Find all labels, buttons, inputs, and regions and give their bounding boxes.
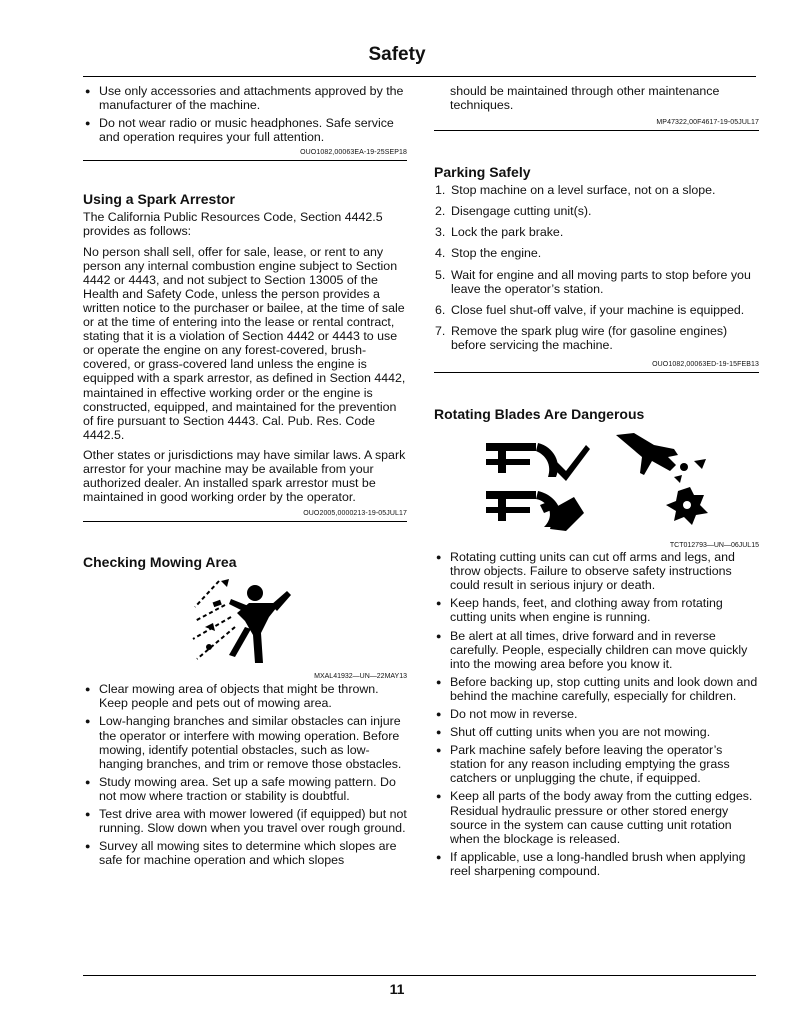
section-heading-spark-arrestor: Using a Spark Arrestor: [83, 191, 235, 208]
reference-code: OUO2005,0000213-19-05JUL17: [303, 510, 407, 518]
list-item: ● Survey all mowing sites to determine which slopes are safe for machine operation and which slopes: [83, 839, 407, 867]
list-item: ● Keep all parts of the body away from the cutting edges. Residual hydraulic pressure or other stored energy source in the system can cause cutting unit rotation when the blockage is released.: [434, 789, 759, 845]
list-item: ● Park machine safely before leaving the operator’s station for any reason including emptying the grass catchers or unplugging the chute, if equipped.: [434, 743, 759, 785]
list-item: ● Use only accessories and attachments approved by the manufacturer of the machine.: [83, 84, 407, 112]
section-heading-mowing-area: Checking Mowing Area: [83, 554, 237, 571]
parking-steps: [434, 183, 759, 352]
list-item: ● Shut off cutting units when you are not mowing.: [434, 725, 759, 739]
page-title: Safety: [368, 44, 426, 65]
hand-blade-hazard-icon: [614, 431, 714, 531]
thrown-object-person-icon: [191, 577, 311, 669]
list-item: 1. Stop machine on a level surface, not on a slope.: [435, 183, 716, 198]
header-rule: [83, 76, 756, 77]
list-item: ● Clear mowing area of objects that might be thrown. Keep people and pets out of mowing area.: [83, 682, 407, 710]
list-item: ● If applicable, use a long-handled brush when applying reel sharpening compound.: [434, 850, 759, 878]
right-column: [434, 84, 759, 882]
reference-code: OUO1082,00063EA-19-25SEP18: [300, 149, 407, 157]
list-item: 5. Wait for engine and all moving parts to stop before you leave the operator’s station.: [435, 267, 751, 296]
mowing-hazard-figure: [83, 577, 407, 669]
list-item: ● Study mowing area. Set up a safe mowing pattern. Do not mow where traction or stability is doubtful.: [83, 775, 407, 803]
list-item: ● Test drive area with mower lowered (if equipped) but not running. Slow down when you travel over rough ground.: [83, 807, 407, 835]
section-heading-rotating-blades: Rotating Blades Are Dangerous: [434, 406, 645, 423]
footer-rule: [83, 975, 756, 976]
list-item: 7. Remove the spark plug wire (for gasoline engines) before servicing the machine.: [435, 323, 728, 352]
rotating-blades-list: [434, 550, 759, 878]
list-item: ● Rotating cutting units can cut off arms and legs, and throw objects. Failure to observe safety instructions could result in serious injury or death.: [434, 550, 759, 592]
mowing-area-list: [83, 682, 407, 867]
reference-code: OUO1082,00063ED-19-15FEB13: [652, 361, 759, 369]
list-item: ● Keep hands, feet, and clothing away from rotating cutting units when engine is running.: [434, 596, 759, 624]
cutting-reel-icon: [484, 437, 594, 537]
paragraph: Other states or jurisdictions may have similar laws. A spark arrestor for your machine may be available from your authorized dealer. An installed spark arrestor must be maintained in good working order by the operator.: [83, 447, 406, 505]
list-item: 6. Close fuel shut-off valve, if your machine is equipped.: [435, 302, 745, 317]
list-item: 3. Lock the park brake.: [435, 225, 564, 240]
page-number: 11: [389, 981, 405, 997]
figure-reference: TCT012793—UN—06JUL15: [669, 542, 759, 550]
figure-reference: MXAL41932—UN—22MAY13: [314, 673, 407, 681]
list-item: 4. Stop the engine.: [435, 246, 542, 261]
section-heading-parking: Parking Safely: [434, 164, 531, 181]
list-item: ● Low-hanging branches and similar obstacles can injure the operator or interfere with mowing operation. Before mowing, identify potential obstacles, such as low-hanging branches, and trim or remove those obstacles.: [83, 714, 407, 770]
accessories-list: [83, 84, 407, 144]
paragraph: The California Public Resources Code, Section 4442.5 provides as follows:: [83, 210, 383, 239]
left-column: [83, 84, 407, 871]
continued-text: should be maintained through other maintenance techniques.: [450, 84, 720, 113]
paragraph: No person shall sell, offer for sale, lease, or rent to any person any internal combustion engine subject to Section 4442 or 4443, and not subject to Section 13005 of the Health and Safety Code, unless the person provides a written notice to the purchaser or bailee, at the time of sale or at the time of entering into the lease or rental contract, stating that it is a violation of Section 4442 or 4443 to use or operate the engine on any forest-covered, brush-covered, or grass-covered land unless the engine is equipped with a spark arrestor, as defined in Section 4442, maintained in effective working order or the engine is constructed, equipped, and maintained for the prevention of fire pursuant to Section 4443. Cal. Pub. Res. Code 4442.5.: [83, 244, 406, 442]
list-item: ● Before backing up, stop cutting units and look down and behind the machine carefully, especially for children.: [434, 675, 759, 703]
list-item: 2. Disengage cutting unit(s).: [435, 204, 592, 219]
reference-code: MP47322,00F4617-19-05JUL17: [656, 119, 759, 127]
list-item: ● Do not wear radio or music headphones. Safe service and operation requires your full attention.: [83, 116, 407, 144]
list-item: ● Do not mow in reverse.: [434, 707, 759, 721]
rotating-blades-figure: [434, 437, 759, 541]
list-item: ● Be alert at all times, drive forward and in reverse carefully. People, especially children can move quickly into the mowing area before you know it.: [434, 629, 759, 671]
